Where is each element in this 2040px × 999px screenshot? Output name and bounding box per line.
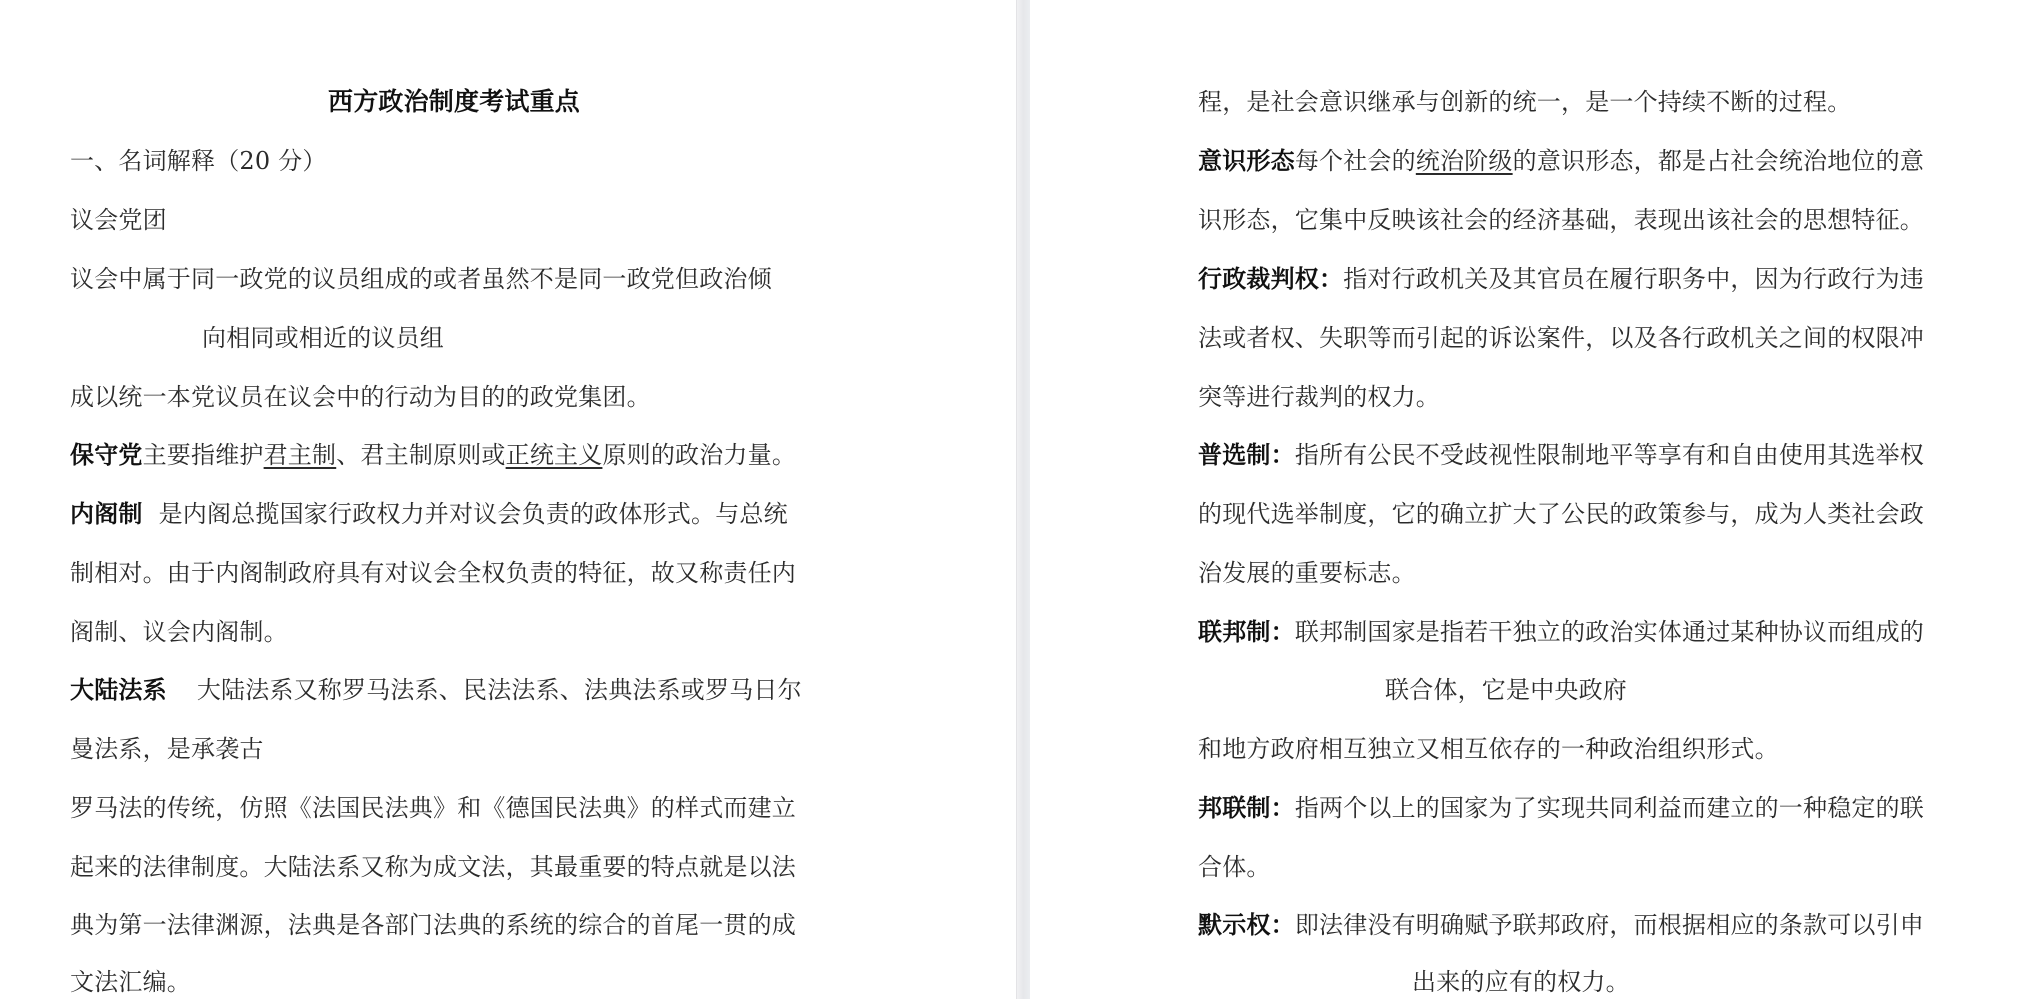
term-entry-universal-suffrage: [1198, 439, 1924, 471]
definition-line: 起来的法律制度。大陆法系又称为成文法，其最重要的特点就是以法: [70, 853, 796, 881]
term-entry-cabinet-system: [70, 498, 788, 530]
definition-text: 指所有公民不受歧视性限制地平等享有和自由使用其选举权: [1294, 441, 1925, 469]
definition-text: 指对行政机关及其官员在履行职务中，因为行政行为违: [1343, 265, 1925, 293]
term-entry-implied-powers: [1198, 909, 1924, 941]
definition-text: 原则的政治力量。: [602, 441, 797, 469]
definition-text: 是内阁总揽国家行政权力并对议会负责的政体形式。与总统: [158, 500, 788, 528]
definition-line: 典为第一法律渊源，法典是各部门法典的系统的综合的首尾一贯的成: [70, 911, 796, 939]
term-entry-ideology: [1198, 145, 1924, 177]
underlined-term: 正统主义: [505, 441, 603, 469]
definition-text: 大陆法系又称罗马法系、民法法系、法典法系或罗马日尔: [196, 676, 802, 704]
definition-line: 治发展的重要标志。: [1198, 559, 1416, 587]
definition-line: 曼法系，是承袭古: [70, 735, 264, 763]
definition-line: 的现代选举制度，它的确立扩大了公民的政策参与，成为人类社会政: [1198, 500, 1924, 528]
definition-text: 、君主制原则或: [336, 441, 506, 469]
definition-text: 主要指维护: [142, 441, 264, 469]
term-heading-ideology: 意识形态: [1198, 146, 1295, 175]
definition-line: 突等进行裁判的权力。: [1198, 383, 1440, 411]
term-entry-federation: [1198, 616, 1924, 648]
term-heading-civil-law: 大陆法系: [70, 675, 167, 704]
term-entry-administrative-adjudication: [1198, 263, 1924, 295]
document-title: 西方政治制度考试重点: [328, 87, 581, 116]
definition-line: 文法汇编。: [70, 968, 191, 996]
definition-line: 阁制、议会内阁制。: [70, 618, 288, 646]
underlined-term: 统治阶级: [1415, 147, 1513, 175]
section-heading: 一、名词解释（20 分）: [70, 147, 327, 175]
definition-line: 程，是社会意识继承与创新的统一，是一个持续不断的过程。: [1198, 88, 1852, 116]
definition-line: 议会中属于同一政党的议员组成的或者虽然不是同一政党但政治倾: [70, 265, 772, 293]
term-heading-universal-suffrage: 普选制：: [1198, 440, 1295, 469]
left-page: [0, 0, 1016, 999]
term-entry-civil-law: [70, 674, 802, 706]
term-entry-confederation: [1198, 792, 1924, 824]
definition-text: 即法律没有明确赋予联邦政府，而根据相应的条款可以引申: [1294, 911, 1925, 939]
term-heading-cabinet-system: 内阁制: [70, 499, 143, 528]
definition-line: 合体。: [1198, 853, 1271, 881]
definition-line: 出来的应有的权力。: [1412, 968, 1630, 996]
definition-line: 法或者权、失职等而引起的诉讼案件，以及各行政机关之间的权限冲: [1198, 324, 1924, 352]
term-heading-confederation: 邦联制：: [1198, 793, 1295, 822]
definition-text: 每个社会的: [1294, 147, 1416, 175]
term-heading-conservative-party: 保守党: [70, 440, 143, 469]
definition-line: 识形态，它集中反映该社会的经济基础，表现出该社会的思想特征。: [1198, 206, 1924, 234]
term-heading-federation: 联邦制：: [1198, 617, 1295, 646]
definition-line: 制相对。由于内阁制政府具有对议会全权负责的特征，故又称责任内: [70, 559, 796, 587]
definition-line: 和地方政府相互独立又相互依存的一种政治组织形式。: [1198, 735, 1779, 763]
term-heading-administrative-adjudication: 行政裁判权：: [1198, 264, 1344, 293]
definition-text: 指两个以上的国家为了实现共同利益而建立的一种稳定的联: [1294, 794, 1925, 822]
definition-text: 联邦制国家是指若干独立的政治实体通过某种协议而组成的: [1294, 618, 1925, 646]
term-heading-parliamentary-group: 议会党团: [70, 206, 167, 234]
definition-line: 成以统一本党议员在议会中的行动为目的的政党集团。: [70, 383, 651, 411]
definition-line: 罗马法的传统，仿照《法国民法典》和《德国民法典》的样式而建立: [70, 794, 796, 822]
definition-line: 联合体，它是中央政府: [1385, 676, 1627, 704]
right-page: [1030, 0, 2040, 999]
term-entry-conservative-party: [70, 439, 796, 471]
definition-text: 的意识形态，都是占社会统治地位的意: [1512, 147, 1925, 175]
underlined-term: 君主制: [263, 441, 337, 469]
definition-line: 向相同或相近的议员组: [202, 324, 444, 352]
term-heading-implied-powers: 默示权：: [1198, 910, 1295, 939]
